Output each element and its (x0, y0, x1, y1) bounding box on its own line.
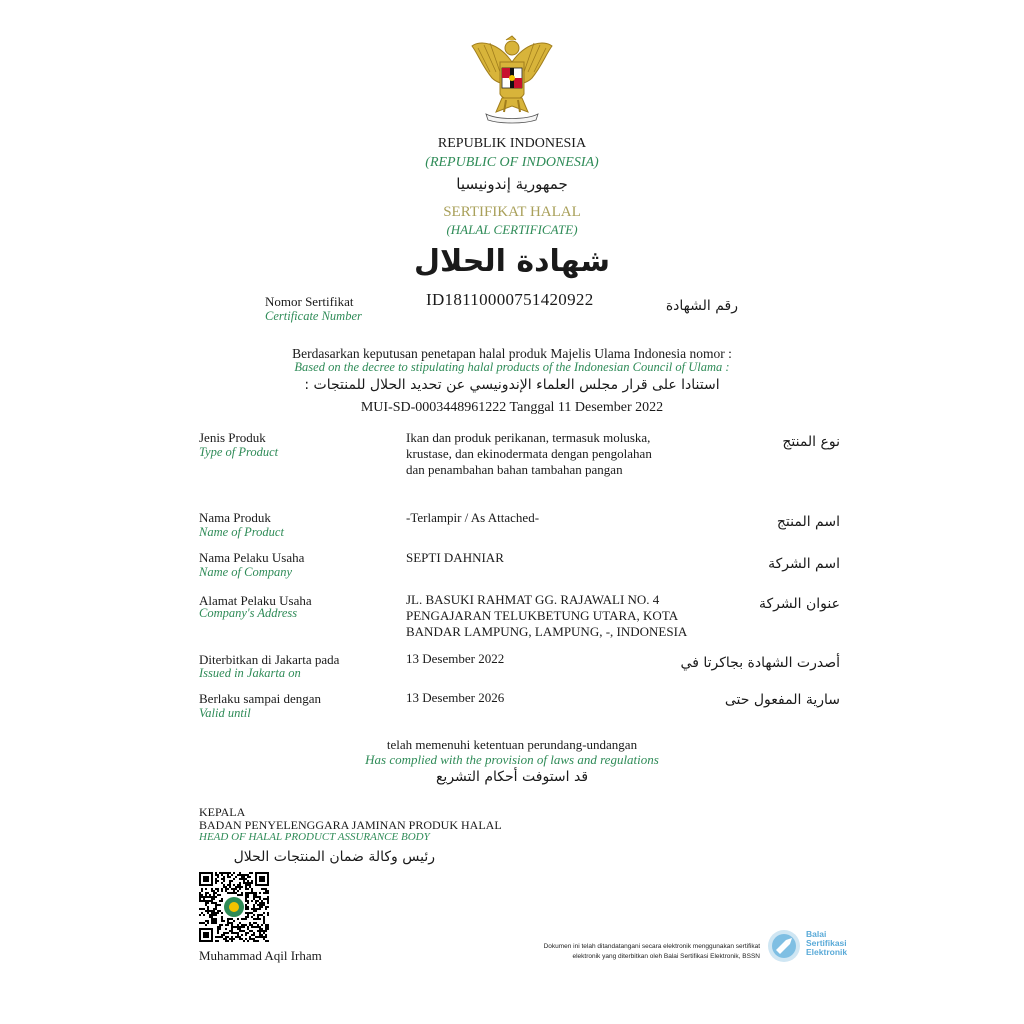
company-name-label-id: Nama Pelaku Usaha (199, 550, 305, 565)
decree-text-en: Based on the decree to stipulating halal products of the Indonesian Council of Ulama : (294, 360, 730, 374)
valid-label-en: Valid until (199, 706, 251, 720)
product-type-value-line: krustase, dan ekinodermata dengan pengolahan (406, 446, 652, 461)
product-name-value: -Terlampir / As Attached- (406, 510, 540, 525)
signatory-title-id-1: KEPALA (199, 805, 246, 819)
company-address-line: JL. BASUKI RAHMAT GG. RAJAWALI NO. 4 (406, 592, 660, 607)
decree-number: MUI-SD-0003448961222 Tanggal 11 Desember 2022 (360, 400, 664, 415)
product-type-label-ar: نوع المنتج (782, 434, 840, 450)
product-type-value-line: Ikan dan produk perikanan, termasuk moluska, (406, 430, 651, 445)
company-address-line: PENGAJARAN TELUKBETUNG UTARA, KOTA (406, 608, 679, 623)
compliance-text-en: Has complied with the provision of laws and regulations (365, 752, 659, 767)
country-name-ar: جمهورية إندونيسيا (456, 175, 568, 193)
cert-number-value: ID18110000751420922 (426, 290, 594, 309)
valid-label-ar: سارية المفعول حتى (724, 692, 840, 708)
compliance-text-id: telah memenuhi ketentuan perundang-undangan (386, 737, 638, 752)
product-name-label-id: Nama Produk (199, 510, 271, 525)
compliance-text-ar: قد استوفت أحكام التشريع (435, 769, 589, 785)
issued-label-en: Issued in Jakarta on (199, 666, 301, 680)
e-sign-note-line-2: elektronik yang diterbitkan oleh Balai Sertifikasi Elektronik, BSSN (572, 953, 760, 960)
valid-label-id: Berlaku sampai dengan (199, 691, 322, 706)
bsre-logo-icon (766, 928, 802, 964)
garuda-emblem (468, 32, 556, 124)
company-address-label-en: Company's Address (199, 606, 298, 620)
certificate-title-id: SERTIFIKAT HALAL (443, 204, 581, 220)
signatory-title-ar: رئيس وكالة ضمان المنتجات الحلال (233, 849, 435, 865)
bsre-logo-text-line: Elektronik (806, 947, 848, 957)
issued-label-id: Diterbitkan di Jakarta pada (199, 652, 340, 667)
product-name-label-en: Name of Product (199, 525, 284, 539)
e-sign-note-line-1: Dokumen ini telah ditandatangani secara elektronik menggunakan sertifikat (543, 943, 760, 950)
product-name-label-ar: اسم المنتج (776, 514, 840, 530)
e-sign-note (470, 942, 760, 962)
cert-number-label-en: Certificate Number (265, 309, 362, 323)
issued-label-ar: أصدرت الشهادة بجاكرتا في (680, 655, 840, 671)
bsre-logo-text-line: Balai (806, 929, 827, 939)
cert-number-label-id: Nomor Sertifikat (265, 294, 354, 309)
certificate-title-ar: شهادة الحلال (413, 244, 611, 279)
country-name-id: REPUBLIK INDONESIA (437, 136, 587, 151)
country-name-en: (REPUBLIC OF INDONESIA) (425, 155, 599, 170)
bsre-logo-text-line: Sertifikasi (806, 938, 847, 948)
product-type-label-en: Type of Product (199, 445, 279, 459)
decree-text-ar: استنادا على قرار مجلس العلماء الإندونيسي عن تحديد الحلال للمنتجات : (304, 377, 720, 393)
signatory-name: Muhammad Aqil Irham (199, 948, 322, 963)
company-address-label-id: Alamat Pelaku Usaha (199, 593, 312, 608)
company-address-line: BANDAR LAMPUNG, LAMPUNG, -, INDONESIA (406, 624, 688, 639)
certificate-title-en: (HALAL CERTIFICATE) (446, 222, 578, 237)
company-address-value (406, 592, 706, 640)
decree-text-id: Berdasarkan keputusan penetapan halal produk Majelis Ulama Indonesia nomor : (292, 346, 732, 361)
valid-value: 13 Desember 2026 (406, 690, 505, 705)
product-type-value-line: dan penambahan bahan tambahan pangan (406, 462, 623, 477)
company-address-label-ar: عنوان الشركة (759, 596, 840, 612)
company-name-value: SEPTI DAHNIAR (406, 550, 504, 565)
signatory-title-en: HEAD OF HALAL PRODUCT ASSURANCE BODY (199, 831, 430, 843)
company-name-label-en: Name of Company (199, 565, 293, 579)
qr-code (199, 872, 269, 942)
bsre-logo-text (806, 930, 847, 957)
signatory-title-id-2: BADAN PENYELENGGARA JAMINAN PRODUK HALAL (199, 818, 502, 832)
company-name-label-ar: اسم الشركة (768, 556, 840, 572)
product-type-value (406, 430, 716, 478)
product-type-label-id: Jenis Produk (199, 430, 266, 445)
cert-number-label-ar: رقم الشهادة (665, 298, 738, 314)
issued-value: 13 Desember 2022 (406, 651, 505, 666)
